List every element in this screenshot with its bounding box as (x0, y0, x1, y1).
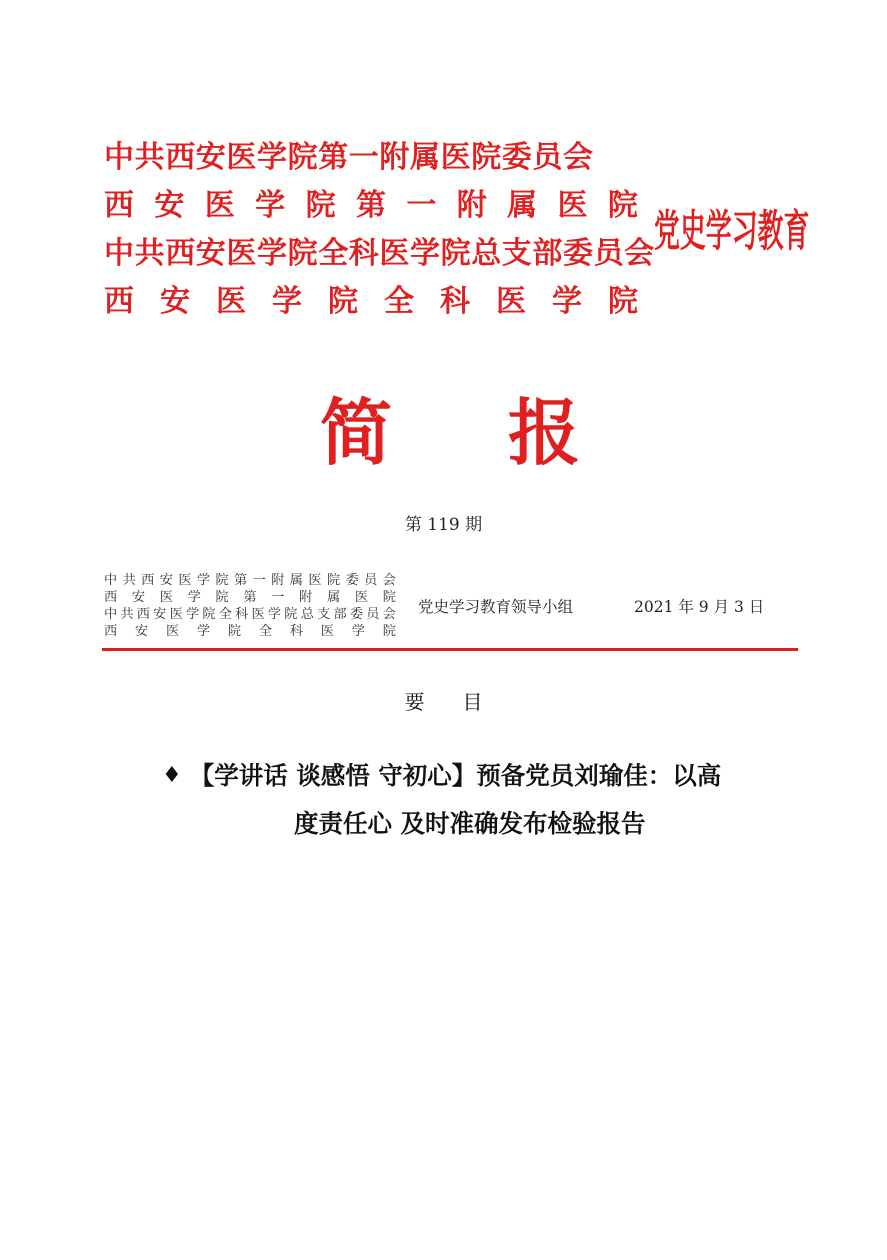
masthead-org-1: 中 共 西 安 医 学 院 第 一 附 属 医 院 委 员 会 (104, 573, 396, 588)
summary-item[interactable] (162, 756, 790, 796)
masthead-orgs (104, 572, 396, 640)
issuing-group: 党史学习教育领导小组 (418, 598, 574, 616)
org-line-3: 中共西安医学院全科医学院总支部委员会 (104, 236, 655, 271)
summary-heading: 要目 (404, 690, 521, 714)
masthead-org-2: 西 安 医 学 院 第 一 附 属 医 院 (104, 590, 396, 605)
summary-list (162, 756, 790, 844)
red-divider (102, 648, 798, 651)
org-line-1: 中共西安医学院第一附属医院委员会 (104, 140, 594, 175)
masthead-org-4: 西 安 医 学 院 全 科 医 学 院 (104, 624, 396, 639)
issue-date: 2021 年 9 月 3 日 (634, 598, 765, 616)
diamond-icon: ♦ (162, 763, 182, 788)
org-line-4: 西 安 医 学 院 全 科 医 学 院 (104, 284, 638, 319)
summary-item-line-1: 【学讲话 谈感悟 守初心】预备党员刘瑜佳：以高 (189, 761, 722, 790)
masthead-org-3: 中 共 西 安 医 学 院 全 科 医 学 院 总 支 部 委 员 会 (104, 607, 396, 622)
bulletin-title-char-2: 报 (507, 390, 580, 475)
org-line-2: 西 安 医 学 院 第 一 附 属 医 院 (104, 188, 638, 223)
bulletin-title-char-1: 简 (320, 390, 393, 475)
summary-item-line-2: 度责任心 及时准确发布检验报告 (294, 809, 646, 838)
org-block (104, 134, 655, 326)
bulletin-title (320, 388, 580, 478)
issue-number: 第 119 期 (404, 515, 483, 535)
party-history-stamp: 党史学习教育 (654, 207, 810, 257)
